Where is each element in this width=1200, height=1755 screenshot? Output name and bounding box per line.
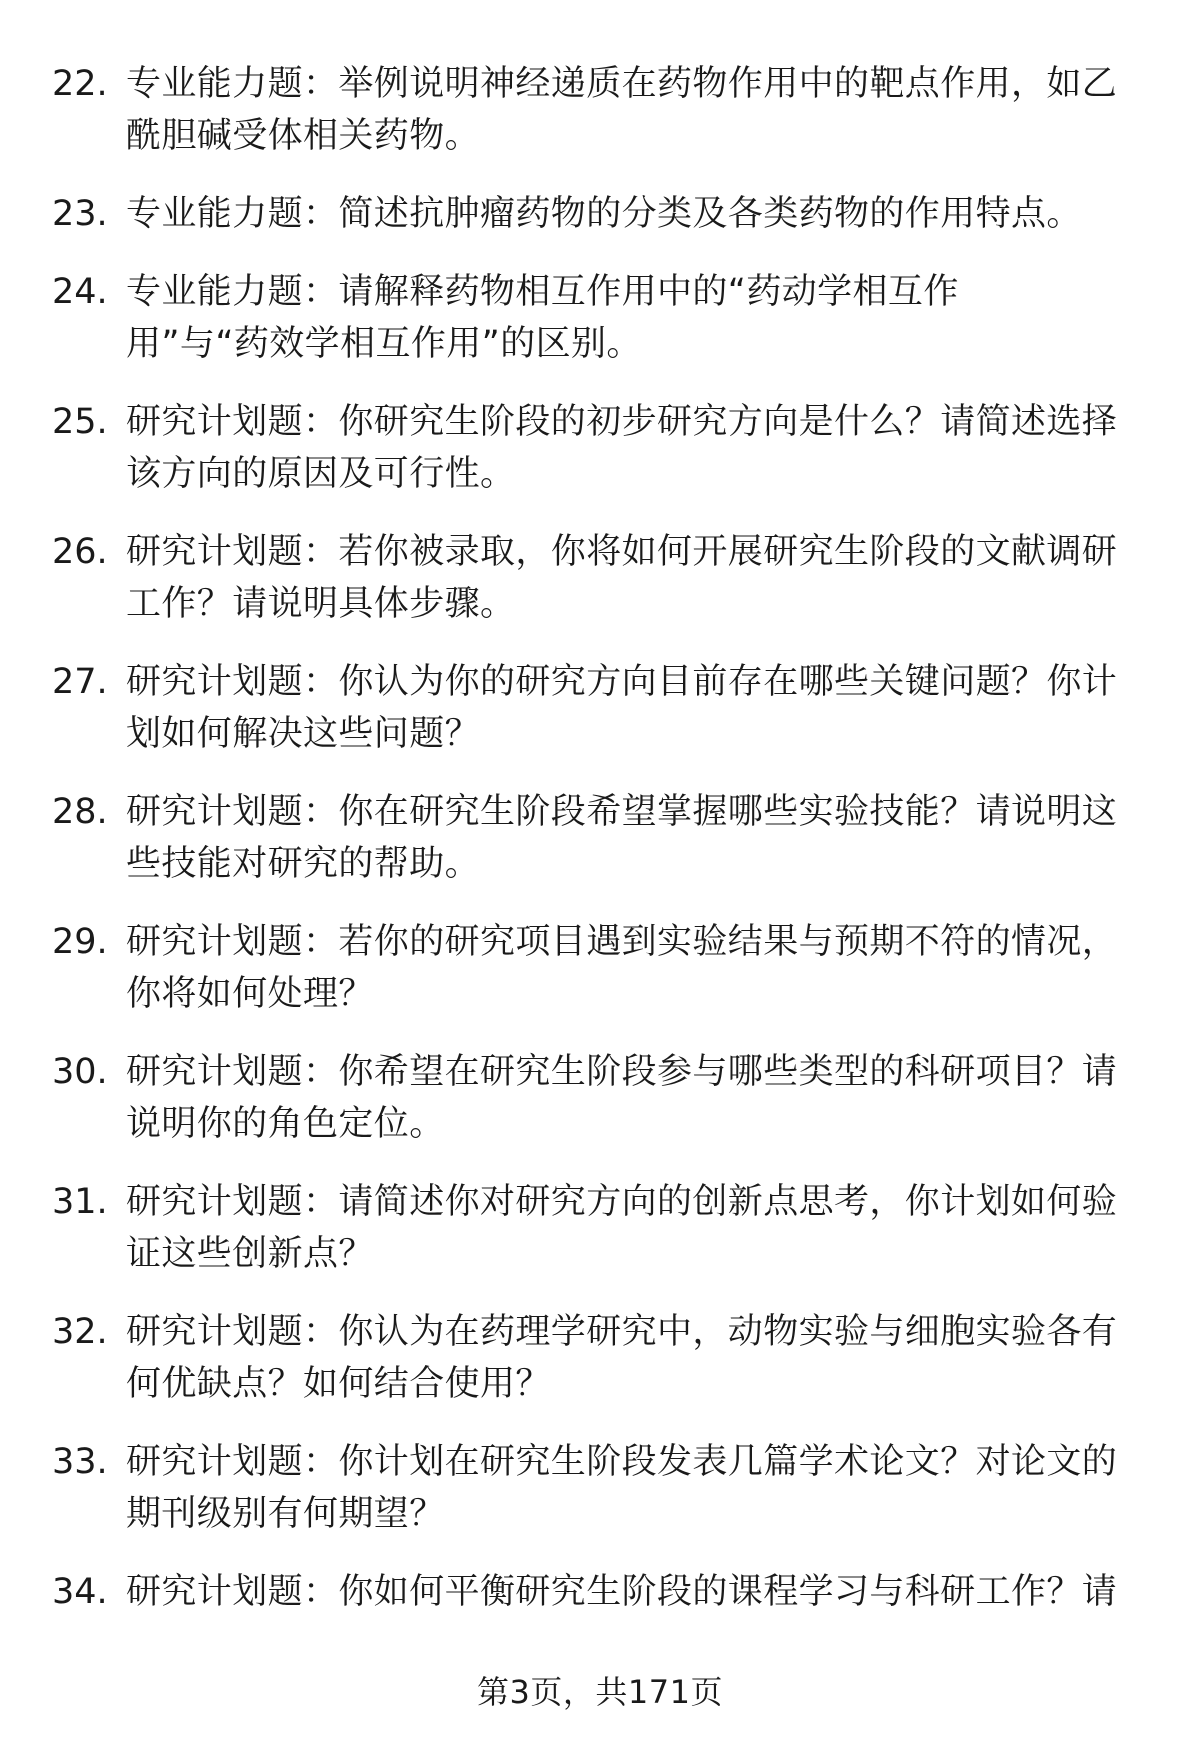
question-item — [52, 656, 1148, 786]
question-number: 28. — [52, 792, 108, 832]
question-number: 25. — [52, 402, 108, 442]
question-text: 研究计划题：请简述你对研究方向的创新点思考，你计划如何验证这些创新点？ — [126, 1182, 1118, 1274]
question-item — [52, 266, 1148, 396]
question-item — [52, 786, 1148, 916]
page-footer: 第3页，共171页 — [477, 1673, 723, 1711]
question-item — [52, 1306, 1148, 1436]
question-number: 29. — [52, 922, 108, 962]
question-text: 研究计划题：你计划在研究生阶段发表几篇学术论文？对论文的期刊级别有何期望？ — [126, 1442, 1118, 1534]
question-item — [52, 1176, 1148, 1306]
question-text: 研究计划题：你如何平衡研究生阶段的课程学习与科研工作？请 — [126, 1572, 1118, 1612]
question-item — [52, 916, 1148, 1046]
question-item — [52, 188, 1148, 266]
question-number: 26. — [52, 532, 108, 572]
question-list — [52, 58, 1148, 1644]
question-text: 研究计划题：你在研究生阶段希望掌握哪些实验技能？请说明这些技能对研究的帮助。 — [126, 792, 1118, 884]
question-item — [52, 1566, 1148, 1644]
question-number: 23. — [52, 194, 108, 234]
question-text: 专业能力题：举例说明神经递质在药物作用中的靶点作用，如乙酰胆碱受体相关药物。 — [126, 64, 1118, 156]
question-number: 31. — [52, 1182, 108, 1222]
question-number: 24. — [52, 272, 108, 312]
question-text: 研究计划题：你研究生阶段的初步研究方向是什么？请简述选择该方向的原因及可行性。 — [126, 402, 1118, 494]
question-item — [52, 58, 1148, 188]
question-number: 33. — [52, 1442, 108, 1482]
question-number: 32. — [52, 1312, 108, 1352]
question-number: 34. — [52, 1572, 108, 1612]
question-text: 研究计划题：若你的研究项目遇到实验结果与预期不符的情况，你将如何处理？ — [126, 922, 1118, 1014]
question-text: 研究计划题：你认为你的研究方向目前存在哪些关键问题？你计划如何解决这些问题？ — [126, 662, 1118, 754]
question-text: 研究计划题：若你被录取，你将如何开展研究生阶段的文献调研工作？请说明具体步骤。 — [126, 532, 1118, 624]
question-text: 专业能力题：简述抗肿瘤药物的分类及各类药物的作用特点。 — [126, 194, 1082, 234]
question-item — [52, 1046, 1148, 1176]
question-number: 22. — [52, 64, 108, 104]
question-text: 研究计划题：你认为在药理学研究中，动物实验与细胞实验各有何优缺点？如何结合使用？ — [126, 1312, 1118, 1404]
question-number: 30. — [52, 1052, 108, 1092]
question-item — [52, 1436, 1148, 1566]
question-item — [52, 526, 1148, 656]
question-number: 27. — [52, 662, 108, 702]
question-text: 专业能力题：请解释药物相互作用中的“药动学相互作用”与“药效学相互作用”的区别。 — [126, 272, 959, 364]
question-item — [52, 396, 1148, 526]
question-text: 研究计划题：你希望在研究生阶段参与哪些类型的科研项目？请说明你的角色定位。 — [126, 1052, 1118, 1144]
